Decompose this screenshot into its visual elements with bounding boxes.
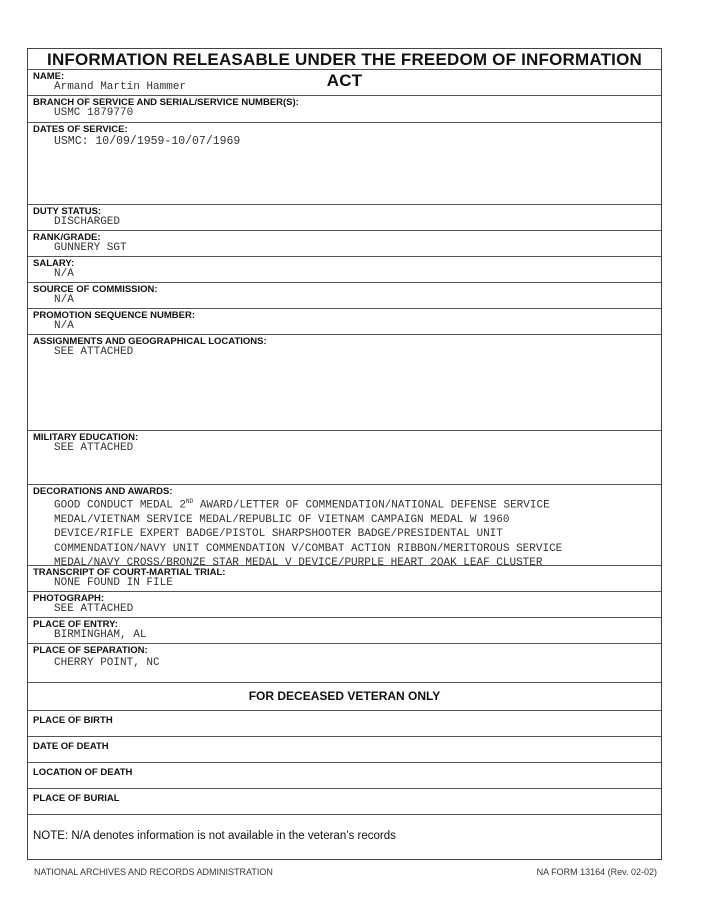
birth-section	[28, 710, 661, 736]
court-martial-value: NONE FOUND IN FILE	[54, 577, 173, 589]
promotion-value: N/A	[54, 320, 74, 332]
branch-value: USMC 1879770	[54, 107, 134, 119]
salary-section	[28, 256, 661, 282]
separation-section	[28, 643, 661, 681]
photograph-value: SEE ATTACHED	[54, 603, 134, 615]
photograph-section	[28, 591, 661, 617]
note-text: NOTE: N/A denotes information is not available in the veteran’s records	[33, 830, 396, 842]
decorations-line-3: DEVICE/RIFLE EXPERT BADGE/PISTOL SHARPSHOOTER BADGE/PRESIDENTAL UNIT	[54, 528, 503, 541]
name-section	[28, 69, 661, 95]
education-value: SEE ATTACHED	[54, 442, 134, 454]
name-label: NAME:	[33, 71, 65, 82]
separation-label: PLACE OF SEPARATION:	[33, 645, 148, 656]
death-location-section	[28, 762, 661, 788]
death-date-label: DATE OF DEATH	[33, 741, 109, 752]
entry-value: BIRMINGHAM, AL	[54, 629, 147, 641]
rank-section	[28, 230, 661, 256]
entry-label: PLACE OF ENTRY:	[33, 619, 118, 630]
rank-value: GUNNERY SGT	[54, 242, 127, 254]
branch-label: BRANCH OF SERVICE AND SERIAL/SERVICE NUMBER(S):	[33, 97, 299, 108]
note-section	[28, 814, 661, 860]
burial-section	[28, 788, 661, 814]
deceased-heading-section	[28, 682, 661, 710]
dates-value: USMC: 10/09/1959-10/07/1969	[54, 135, 241, 148]
entry-section	[28, 617, 661, 643]
branch-section	[28, 95, 661, 122]
dates-label: DATES OF SERVICE:	[33, 124, 128, 135]
foia-form	[27, 48, 662, 860]
promotion-section	[28, 308, 661, 334]
promotion-label: PROMOTION SEQUENCE NUMBER:	[33, 310, 196, 321]
duty-label: DUTY STATUS:	[33, 206, 102, 217]
footer-agency: NATIONAL ARCHIVES AND RECORDS ADMINISTRATION	[34, 867, 273, 877]
separation-value: CHERRY POINT, NC	[54, 657, 160, 669]
decorations-label: DECORATIONS AND AWARDS:	[33, 486, 173, 497]
decorations-line-2: MEDAL/VIETNAM SERVICE MEDAL/REPUBLIC OF VIETNAM CAMPAIGN MEDAL W 1960	[54, 514, 510, 527]
assignments-section	[28, 334, 661, 430]
rank-label: RANK/GRADE:	[33, 232, 101, 243]
death-location-label: LOCATION OF DEATH	[33, 767, 133, 778]
commission-label: SOURCE OF COMMISSION:	[33, 284, 158, 295]
court-martial-label: TRANSCRIPT OF COURT-MARTIAL TRIAL:	[33, 567, 226, 578]
birth-label: PLACE OF BIRTH	[33, 715, 113, 726]
decorations-value	[54, 495, 654, 571]
death-date-section	[28, 736, 661, 762]
deceased-heading: FOR DECEASED VETERAN ONLY	[248, 689, 441, 703]
duty-section	[28, 204, 661, 230]
duty-value: DISCHARGED	[54, 216, 121, 228]
assignments-value: SEE ATTACHED	[54, 346, 134, 358]
education-label: MILITARY EDUCATION:	[33, 432, 139, 443]
decorations-line-1: GOOD CONDUCT MEDAL 2ND AWARD/LETTER OF COMMENDATION/NATIONAL DEFENSE SERVICE	[54, 498, 550, 512]
salary-value: N/A	[54, 268, 74, 280]
burial-label: PLACE OF BURIAL	[33, 793, 120, 804]
dates-section	[28, 122, 661, 204]
commission-section	[28, 282, 661, 308]
education-section	[28, 430, 661, 484]
decorations-line-5: MEDAL/NAVY CROSS/BRONZE STAR MEDAL V DEVICE/PURPLE HEART 2OAK LEAF CLUSTER	[54, 557, 543, 570]
decorations-line-4: COMMENDATION/NAVY UNIT COMMENDATION V/COMBAT ACTION RIBBON/MERITOROUS SERVICE	[54, 542, 563, 555]
decorations-section	[28, 484, 661, 570]
photograph-label: PHOTOGRAPH:	[33, 593, 105, 604]
court-martial-section	[28, 565, 661, 591]
form-title: INFORMATION RELEASABLE UNDER THE FREEDOM OF INFORMATION ACT	[47, 50, 642, 90]
commission-value: N/A	[54, 294, 74, 306]
salary-label: SALARY:	[33, 258, 75, 269]
name-value: Armand Martin Hammer	[54, 81, 187, 93]
footer-form-number: NA FORM 13164 (Rev. 02-02)	[536, 867, 657, 877]
assignments-label: ASSIGNMENTS AND GEOGRAPHICAL LOCATIONS:	[33, 336, 267, 347]
